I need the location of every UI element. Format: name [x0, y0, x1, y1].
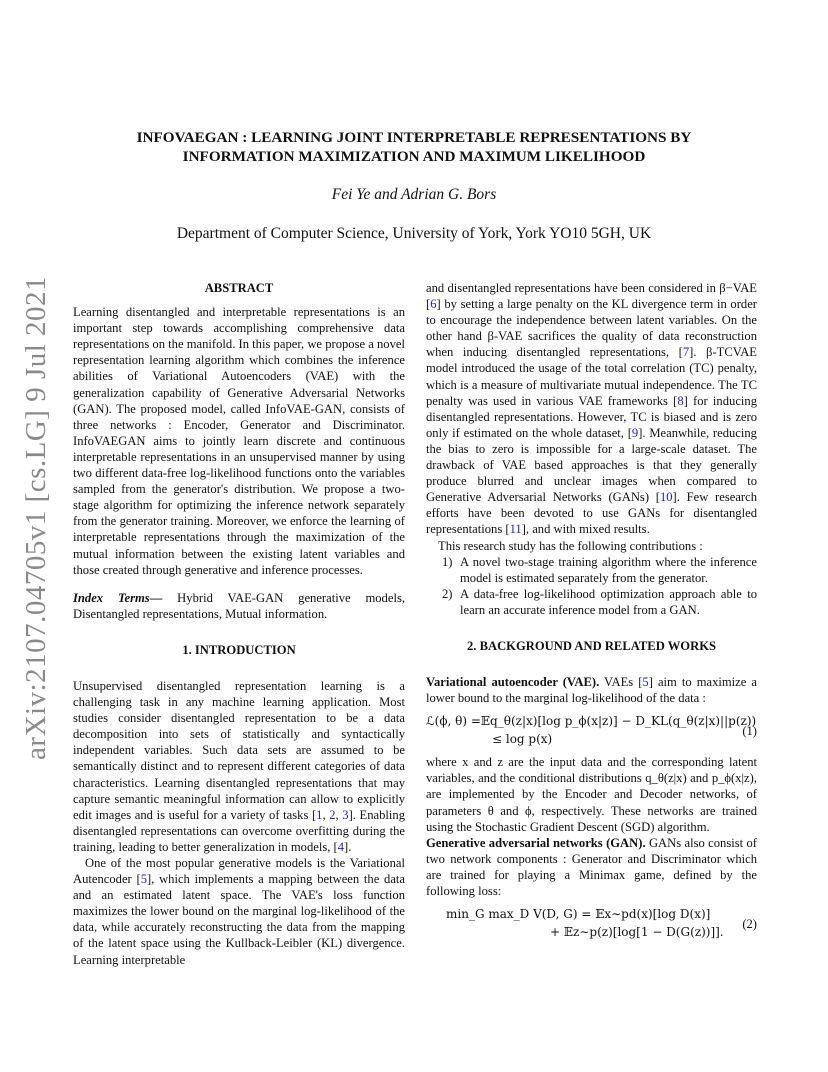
- equation-1-line-1: ℒ(ϕ, θ) =𝔼q_θ(z|x)[log p_ϕ(x|z)] − D_KL(q_θ(z|x)||p(z)): [426, 714, 757, 729]
- vae-text-a: VAEs [: [599, 675, 643, 690]
- intro-p1-text-c: ].: [344, 839, 352, 854]
- citation-link[interactable]: 8: [677, 393, 684, 408]
- intro-paragraph-1: Unsupervised disentangled representation learning is a challenging task in any machine learning application. Most studies consider disentangled representation to be a data decomposition into sets of statistically and syntactically independent variables. Such data sets are assumed to be semantically distinct and to represent different categories of data characteristics. Learning disentangled representations that may capture semantic meaningful information can allow to explicitly edit images and is useful for a variety of tasks [1, 2, 3]. Enabling disentangled representations can overcome overfitting during the training, leading to better generalization in models, [4].: [73, 678, 406, 854]
- gan-paragraph: [426, 835, 757, 899]
- intro-heading: 1. INTRODUCTION: [182, 642, 296, 657]
- intro-p2-text-b: ], which implements a mapping between the data and an estimated latent space. The VAE's loss function maximizes the lower bound on the marginal log-likelihood of the data, while accurately reconstructing the data from the mapping of the latent space using the Kullback-Leibler (KL) divergence. Learning interpretable: [73, 872, 405, 967]
- citation-link[interactable]: 7: [682, 345, 690, 360]
- citation-link[interactable]: 1: [316, 807, 323, 822]
- related-text-f: ]. Few research efforts have been devoted to use GANs for disentangled representations [: [426, 490, 757, 537]
- affiliation: Department of Computer Science, University of York, York YO10 5GH, UK: [176, 225, 652, 242]
- right-column: [426, 280, 757, 947]
- related-text-e: ]. Meanwhile, reducing the bias to zero is impossible for a large-scale dataset. The drawback of VAE based approaches is that they generally produce blurred and unclear images when compared to Generative Adversarial Networks (GANs) [: [426, 425, 757, 505]
- related-text-c: ]. β-TCVAE model introduced the usage of the total correlation (TC) penalty, which is a measure of multivariate mutual independence. The TC penalty was used in various VAE frameworks [: [426, 345, 757, 408]
- index-terms-label: Index Terms—: [73, 590, 163, 605]
- citation-link[interactable]: 5: [140, 872, 147, 887]
- related-text-a: and disentangled representations have been considered in β−VAE [: [426, 281, 757, 312]
- contributions-intro: This research study has the following contributions :: [438, 538, 703, 553]
- equation-2: [426, 905, 757, 941]
- equation-1-number: (1): [742, 724, 757, 739]
- left-column: [73, 280, 405, 968]
- equation-2-number: (2): [742, 917, 757, 932]
- abstract-text: Learning disentangled and interpretable representations is an important step towards accomplishing comprehensive data representations on the manifold. In this paper, we propose a novel representation learning algorithm which combines the inference abilities of Variational Autoencoders (VAE) with the generalization capability of Generative Adversarial Networks (GAN). The proposed model, called InfoVAE-GAN, consists of three networks : Encoder, Generator and Discriminator. InfoVAEGAN aims to jointly learn discrete and continuous interpretable representations in an unsupervised manner by using two different data-free log-likelihood functions onto the variables sampled from the generator's distribution. We propose a two-stage algorithm for optimizing the inference network separately from the generator training. Moreover, we enforce the learning of interpretable representations through the maximization of the mutual information between the existing latent variables and those created through generative and inference processes.: [73, 305, 405, 577]
- vae-text-b: ] aim to maximize a lower bound to the marginal log-likelihood of the data :: [426, 675, 757, 706]
- citation-link[interactable]: 3: [342, 807, 349, 822]
- citation-link[interactable]: 9: [631, 425, 639, 440]
- index-terms: [73, 590, 405, 622]
- list-item: [426, 586, 757, 618]
- vae-lead: Variational autoencoder (VAE).: [426, 675, 600, 690]
- citation-link[interactable]: 11: [509, 522, 522, 537]
- title-line-1: INFOVAEGAN : LEARNING JOINT INTERPRETABLE REPRESENTATIONS BY: [136, 129, 692, 146]
- intro-p1-text-b: ]. Enabling disentangled representations can overcome overfitting during the training, leading to better generalization in models, [: [73, 807, 406, 854]
- citation-link[interactable]: 4: [337, 839, 345, 854]
- citation-link[interactable]: 6: [430, 297, 437, 312]
- related-text-g: ], and with mixed results.: [521, 522, 650, 537]
- gan-lead: Generative adversarial networks (GAN).: [426, 835, 646, 850]
- intro-p2-text-a: One of the most popular generative models is the Variational Autencoder [: [73, 856, 405, 887]
- list-item-text: A data-free log-likelihood optimization approach able to learn an accurate inference model from a GAN.: [460, 586, 757, 617]
- list-item-number: 2): [442, 586, 453, 601]
- title-line-2: INFORMATION MAXIMIZATION AND MAXIMUM LIKELIHOOD: [182, 148, 646, 165]
- authors: Fei Ye and Adrian G. Bors: [331, 186, 497, 203]
- vae-paragraph: [426, 674, 757, 706]
- background-heading: 2. BACKGROUND AND RELATED WORKS: [467, 638, 716, 653]
- contributions-list: [426, 554, 757, 618]
- related-text-d: ] for inducing disentangled representations. However, TC is biased and is zero only if estimated on the whole dataset, [: [426, 393, 757, 440]
- citation-link[interactable]: 2: [329, 807, 336, 822]
- related-paragraph: [426, 280, 757, 538]
- index-terms-text: Hybrid VAE-GAN generative models, Disentangled representations, Mutual information.: [73, 590, 405, 621]
- eq1-explanation: where x and z are the input data and the corresponding latent variables, and the conditional distributions q_θ(z|x) and p_ϕ(x|z), are implemented by the Encoder and Decoder networks, of parameters θ and ϕ, respectively. These networks are trained using the Stochastic Gradient Descent (SGD) algorithm.: [426, 755, 757, 834]
- abstract-heading: ABSTRACT: [204, 281, 274, 295]
- list-item: [426, 554, 757, 586]
- citation-link[interactable]: 5: [642, 675, 649, 690]
- citation-link[interactable]: 10: [659, 490, 673, 505]
- gan-text: GANs also consist of two network components : Generator and Discriminator which are trained for playing a Minimax game, defined by the following loss:: [426, 835, 757, 898]
- intro-p1-text-a: Unsupervised disentangled representation learning is a challenging task in any machine learning application. Most studies consider disentangled representation to be a data decomposition into sets of statistically and syntactically independent variables. Such data sets are assumed to be semantically distinct and to represent different categories of data characteristics. Learning disentangled representations that may capture semantic meaningful information can allow to explicitly edit images and is useful for a variety of tasks [: [73, 678, 405, 822]
- paper-title: [70, 128, 758, 166]
- list-item-text: A novel two-stage training algorithm where the inference model is estimated separately from the generator.: [460, 554, 757, 585]
- related-text-b: ] by setting a large penalty on the KL divergence term in order to encourage the independence between latent variables. On the other hand β-VAE sacrifices the quality of data reconstruction when inducing disentangled representations, [: [426, 297, 757, 360]
- arxiv-identifier-stamp: arXiv:2107.04705v1 [cs.LG] 9 Jul 2021: [20, 275, 52, 760]
- equation-1-line-2: ≤ log p(x): [492, 732, 553, 747]
- intro-paragraph-2: [73, 855, 405, 968]
- equation-2-line-2: + 𝔼z∼p(z)[log[1 − D(G(z))]].: [550, 925, 724, 940]
- list-item-number: 1): [442, 554, 453, 569]
- equation-1: [426, 712, 757, 748]
- equation-2-line-1: min_G max_D V(D, G) = 𝔼x∼pd(x)[log D(x)]: [446, 907, 711, 922]
